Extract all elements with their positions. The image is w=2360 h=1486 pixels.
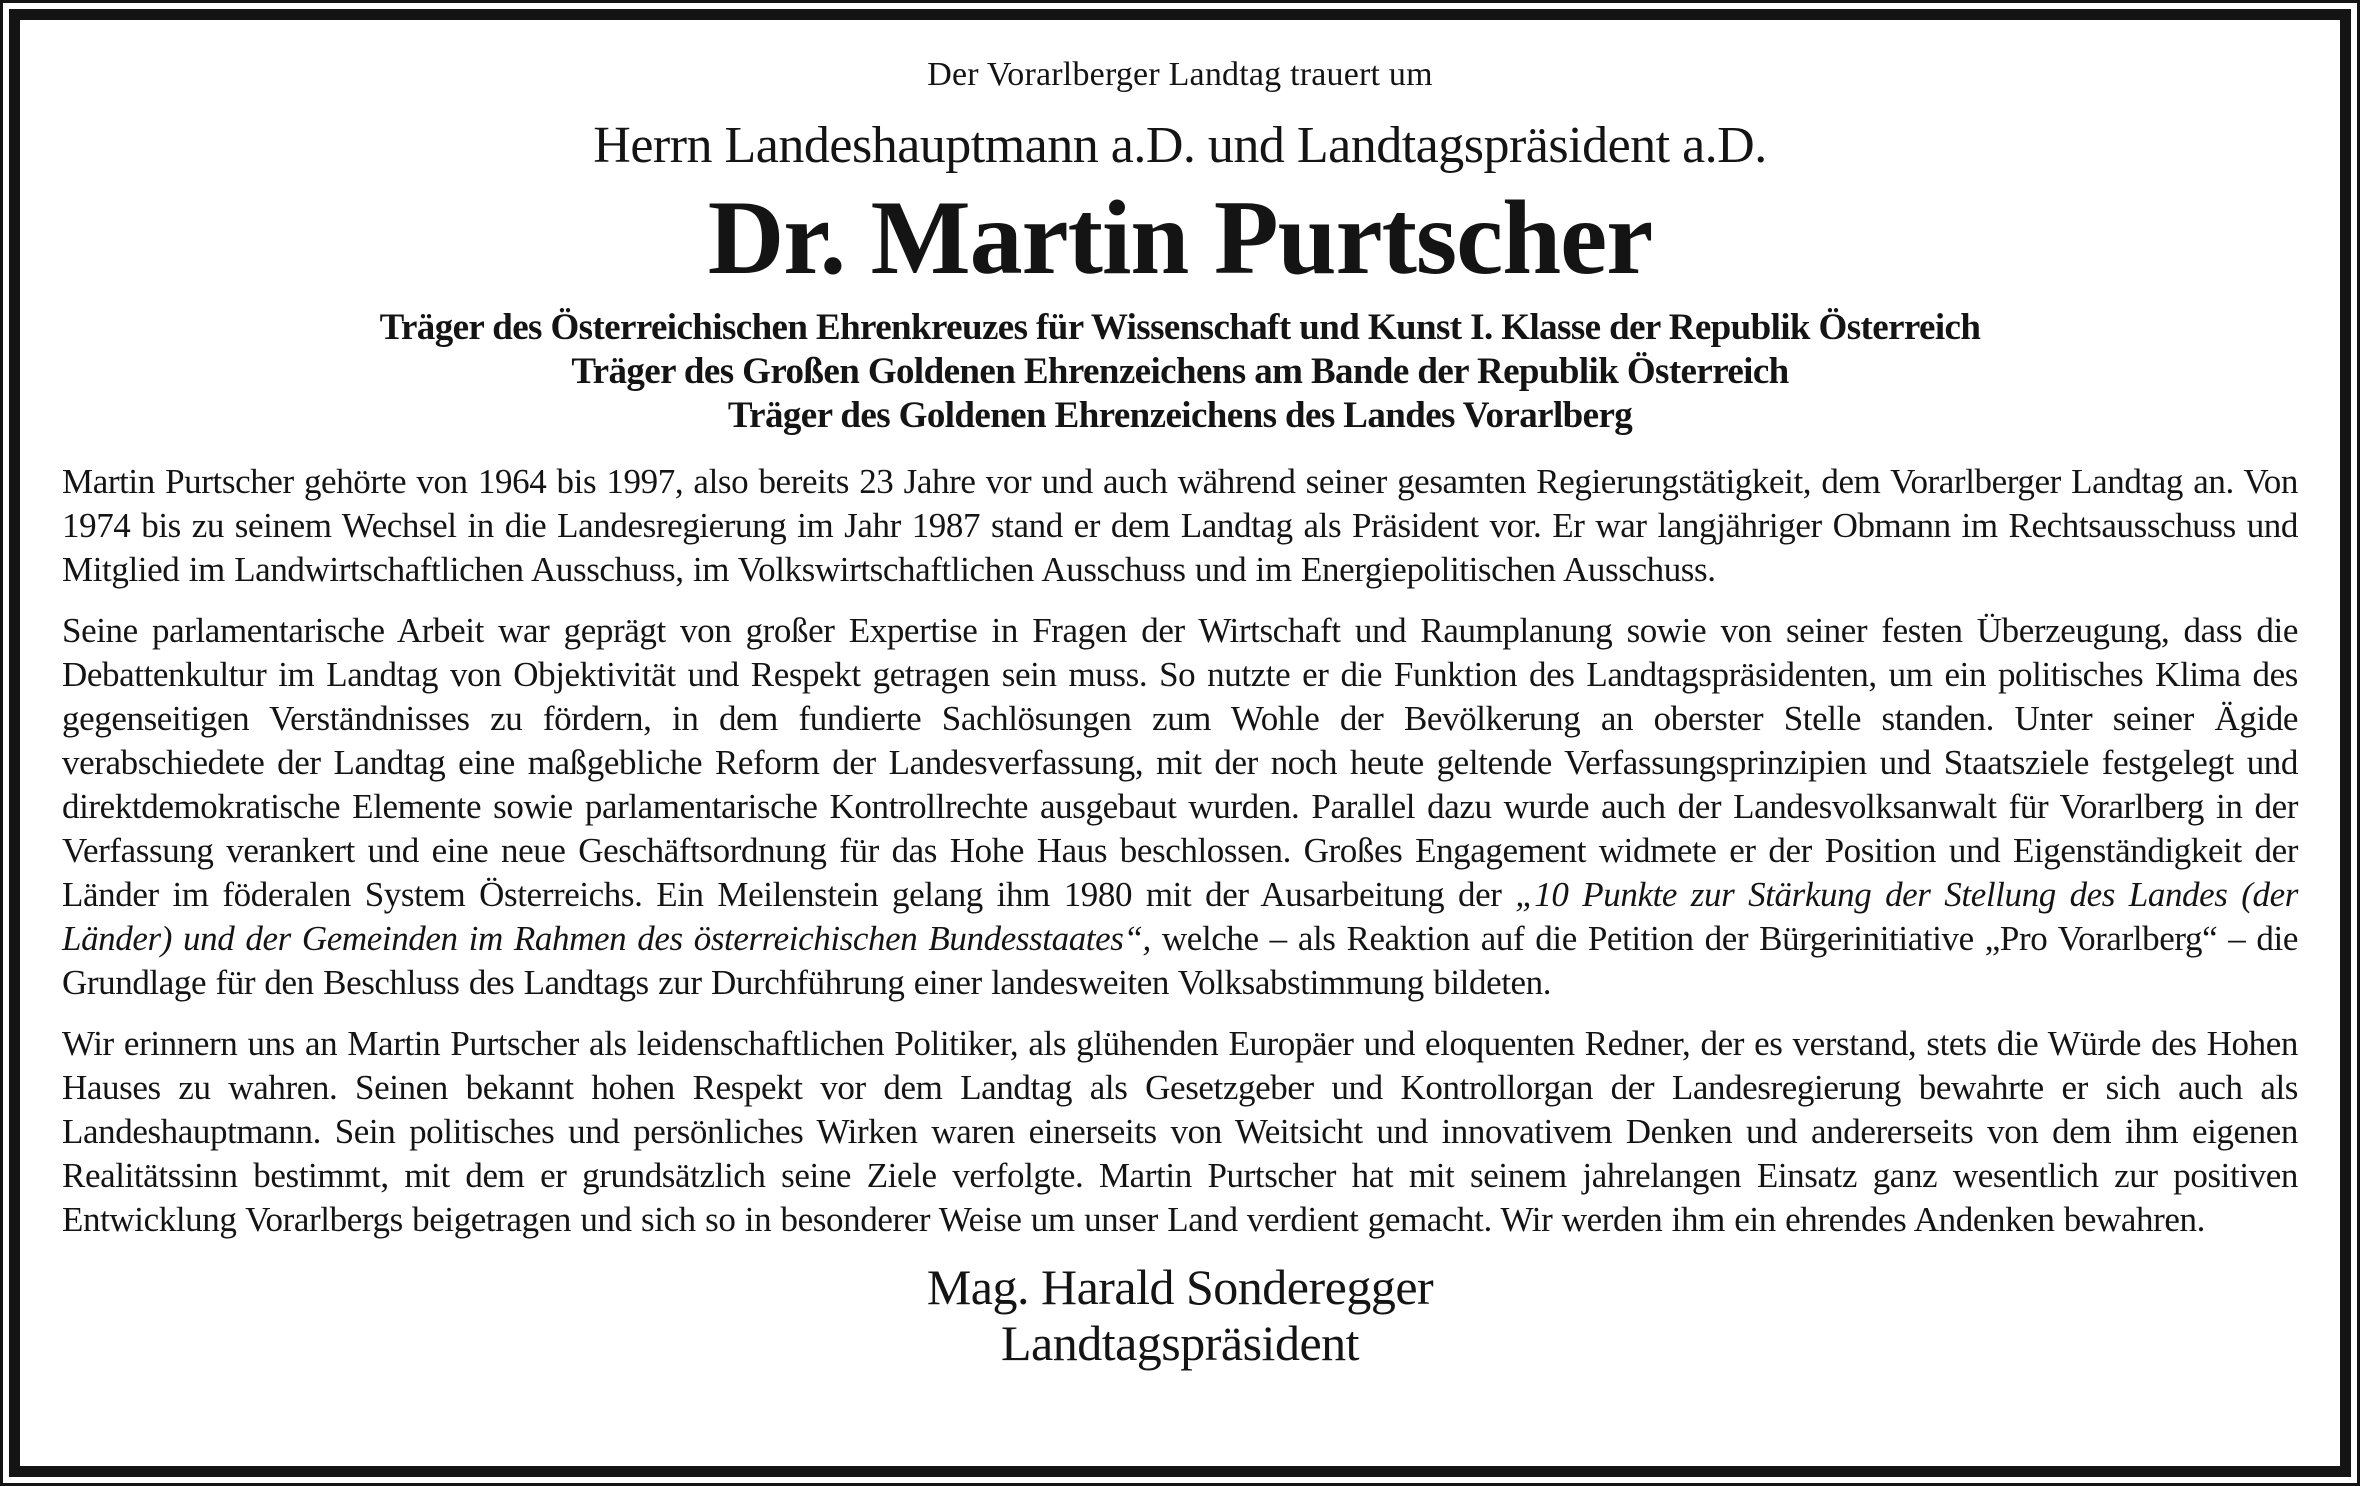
signature-title: Landtagspräsident xyxy=(1000,1315,1360,1371)
honor-line: Träger des Großen Goldenen Ehrenzeichens am Bande der Republik Österreich xyxy=(571,351,1789,392)
deceased-titles: Herrn Landeshauptmann a.D. und Landtagspräsident a.D. xyxy=(593,117,1767,174)
intro-line: Der Vorarlberger Landtag trauert um xyxy=(927,56,1433,93)
deceased-name: Dr. Martin Purtscher xyxy=(707,179,1653,296)
obituary-notice xyxy=(20,20,2340,1466)
honor-line: Träger des Goldenen Ehrenzeichens des Landes Vorarlberg xyxy=(727,395,1633,436)
signature-block xyxy=(62,1259,2298,1371)
paragraph-parliamentary-work: Seine parlamentarische Arbeit war geprägt von großer Expertise in Fragen der Wirtschaft und Raumplanung sowie von seiner festen Überzeugung, dass die Debattenkultur im Landtag von Objektivität und Respekt getragen sein muss. So nutzte er die Funktion des Landtagspräsidenten, um ein politisches Klima des gegenseitigen Verständnisses zu fördern, in dem fundierte Sachlösungen zum Wohle der Bevölkerung an oberster Stelle standen. Unter seiner Ägide verabschiedete der Landtag eine maßgebliche Reform der Landesverfassung, mit der noch heute geltende Verfassungsprinzipien und Staatsziele festgelegt und direktdemokratische Elemente sowie parlamentarische Kontrollrechte ausgebaut wurden. Parallel dazu wurde auch der Landesvolksanwalt für Vorarlberg in der Verfassung verankert und eine neue Geschäftsordnung für das Hohe Haus beschlossen. Großes Engagement widmete er der Position und Eigenständigkeit der Länder im föderalen System Österreichs. Ein Meilenstein gelang ihm 1980 mit der Ausarbeitung der „10 Punkte zur Stärkung der Stellung des Landes (der Länder) und der Gemeinden im Rahmen des österreichischen Bundesstaates“, welche – als Reaktion auf die Petition der Bürgerinitiative „Pro Vorarlberg“ – die Grundlage für den Beschluss des Landtags zur Durchführung einer landesweiten Volksabstimmung bildeten. xyxy=(62,611,2298,1002)
honors-list xyxy=(62,306,2298,438)
paragraph-remembrance: Wir erinnern uns an Martin Purtscher als leidenschaftlichen Politiker, als glühenden Europäer und eloquenten Redner, der es verstand, stets die Würde des Hohen Hauses zu wahren. Seinen bekannt hohen Respekt vor dem Landtag als Gesetzgeber und Kontrollorgan der Landesregierung bewahrte er sich auch als Landeshauptmann. Sein politisches und persönliches Wirken waren einerseits von Weitsicht und innovativem Denken und andererseits von dem ihm eigenen Realitätssinn bestimmt, mit dem er grundsätzlich seine Ziele verfolgte. Martin Purtscher hat mit seinem jahrelangen Einsatz ganz wesentlich zur positiven Entwicklung Vorarlbergs beigetragen und sich so in besonderer Weise um unser Land verdient gemacht. Wir werden ihm ein ehrendes Andenken bewahren. xyxy=(62,1024,2298,1239)
obituary-body xyxy=(62,460,2298,1242)
signature-name: Mag. Harald Sonderegger xyxy=(926,1259,1434,1315)
paragraph-career: Martin Purtscher gehörte von 1964 bis 1997, also bereits 23 Jahre vor und auch während seiner gesamten Regierungstätigkeit, dem Vorarlberger Landtag an. Von 1974 bis zu seinem Wechsel in die Landesregierung im Jahr 1987 stand er dem Landtag als Präsident vor. Er war langjähriger Obmann im Rechtsausschuss und Mitglied im Landwirtschaftlichen Ausschuss, im Volkswirtschaftlichen Ausschuss und im Energiepolitischen Ausschuss. xyxy=(62,462,2298,589)
honor-line: Träger des Österreichischen Ehrenkreuzes für Wissenschaft und Kunst I. Klasse der Republik Österreich xyxy=(379,307,1981,348)
